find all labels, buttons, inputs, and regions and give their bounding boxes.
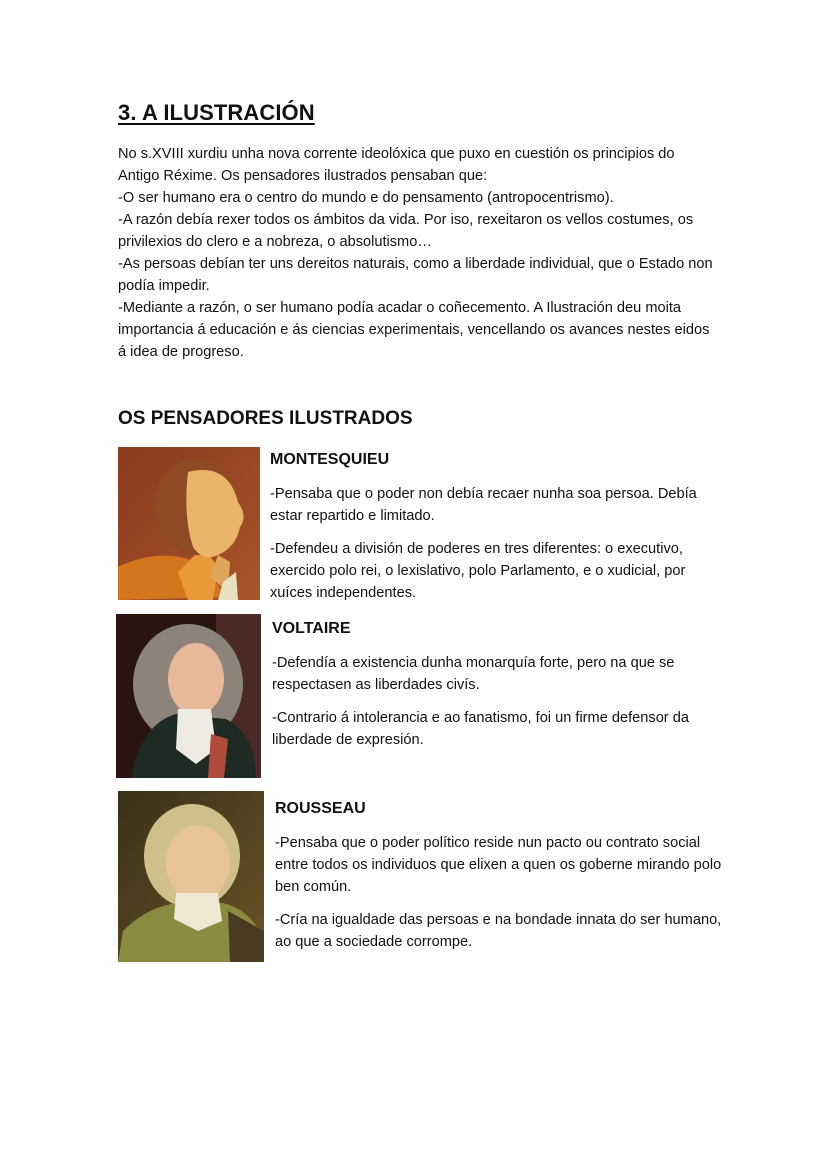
thinker-paragraph: -Cría na igualdade das persoas e na bondade innata do ser humano, ao que a sociedade corrompe.: [275, 912, 722, 950]
montesquieu-portrait-icon: [118, 447, 260, 600]
thinker-paragraph: -Contrario á intolerancia e ao fanatismo, foi un firme defensor da liberdade de expresión.: [272, 710, 689, 748]
thinker-text-montesquieu: [270, 483, 720, 615]
intro-paragraph: No s.XVIII xurdiu unha nova corrente ideolóxica que puxo en cuestión os principios do Antigo Réxime. Os pensadores ilustrados pensaban que:: [118, 146, 675, 184]
thinker-name-montesquieu: MONTESQUIEU: [270, 451, 390, 468]
thinker-paragraph: -Pensaba que o poder político reside nun pacto ou contrato social entre todos os individuos que elixen a quen os goberne mirando polo ben común.: [275, 835, 722, 895]
page-title: 3. A ILUSTRACIÓN: [118, 100, 315, 125]
thinker-name-rousseau: ROUSSEAU: [275, 800, 366, 817]
voltaire-portrait-icon: [116, 614, 261, 778]
section-title: OS PENSADORES ILUSTRADOS: [118, 408, 413, 429]
thinker-text-voltaire: [272, 652, 722, 762]
thinker-paragraph: -Defendía a existencia dunha monarquía forte, pero na que se respectasen as liberdades civís.: [272, 655, 675, 693]
intro-text: [118, 143, 718, 363]
intro-point-anthropocentrism: -O ser humano era o centro do mundo e do pensamento (antropocentrismo).: [118, 190, 614, 206]
intro-point-knowledge: -Mediante a razón, o ser humano podía acadar o coñecemento. A Ilustración deu moita importancia á educación e ás ciencias experimentais, vencellando os avances nestes eidos á idea de progreso.: [118, 300, 710, 360]
thinker-paragraph: -Defendeu a división de poderes en tres diferentes: o executivo, exercido polo rei, o lexislativo, polo Parlamento, e o xudicial, por xuíces independentes.: [270, 541, 686, 601]
rousseau-portrait-icon: [118, 791, 264, 962]
thinker-paragraph: -Pensaba que o poder non debía recaer nunha soa persoa. Debía estar repartido e limitado.: [270, 486, 697, 524]
thinker-name-voltaire: VOLTAIRE: [272, 620, 351, 637]
intro-point-reason: -A razón debía rexer todos os ámbitos da vida. Por iso, rexeitaron os vellos costumes, os privilexios do clero e a nobreza, o absolutismo…: [118, 212, 694, 250]
intro-point-natural-rights: -As persoas debían ter uns dereitos naturais, como a liberdade individual, que o Estado non podía impedir.: [118, 256, 713, 294]
thinker-text-rousseau: [275, 832, 725, 964]
